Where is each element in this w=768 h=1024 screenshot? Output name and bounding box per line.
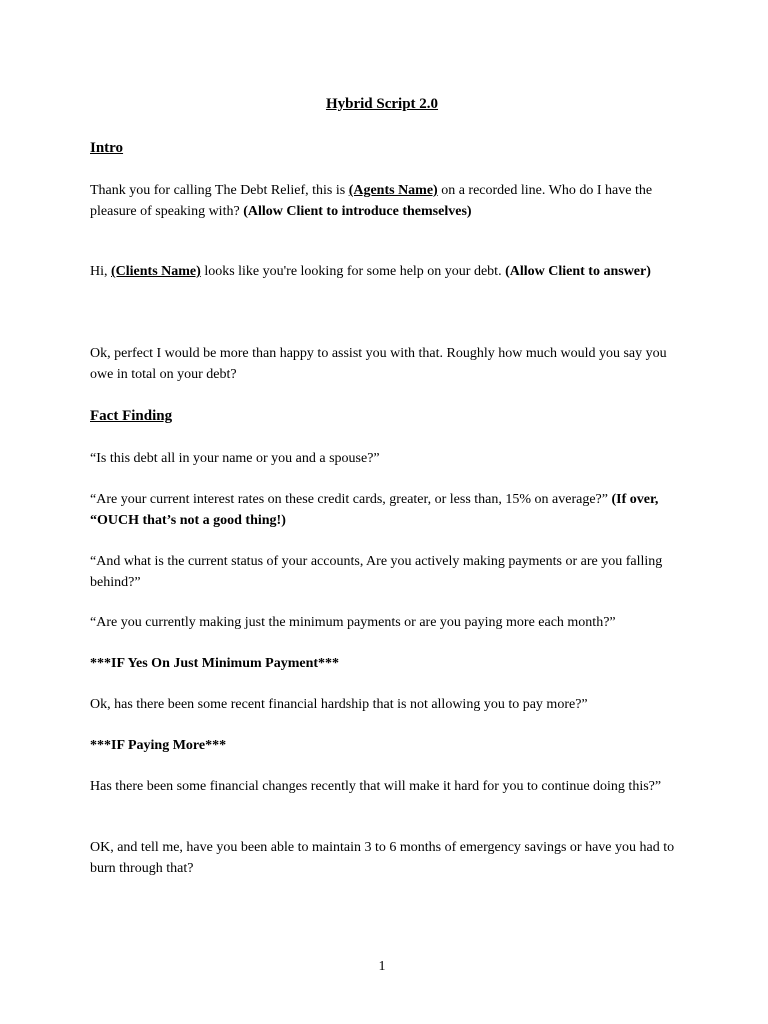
branch-marker-minimum-payment: ***IF Yes On Just Minimum Payment*** [90, 656, 340, 671]
question-account-status: “And what is the current status of your accounts, Are you actively making payments or are you falling behind?” [90, 554, 663, 590]
section-heading-intro: Intro [90, 140, 124, 156]
minimum-payment-response: Ok, has there been some recent financial hardship that is not allowing you to pay more?” [90, 697, 588, 712]
intro-paragraph-client [90, 261, 686, 282]
agent-name-placeholder: (Agents Name) [348, 183, 438, 198]
question-interest-rates [90, 489, 686, 531]
instruction-note: (Allow Client to answer) [505, 264, 651, 279]
question-minimum-payments: “Are you currently making just the minimum payments or are you paying more each month?” [90, 615, 616, 630]
section-heading-fact-finding: Fact Finding [90, 408, 173, 424]
question-spouse: “Is this debt all in your name or you and a spouse?” [90, 451, 380, 466]
document-page [90, 0, 690, 1024]
branch-marker-paying-more: ***IF Paying More*** [90, 738, 227, 753]
intro-paragraph-debt-amount: Ok, perfect I would be more than happy to assist you with that. Roughly how much would you say you owe in total on your debt? [90, 346, 667, 382]
greeting-text-continued: on a recorded line. Who do I have the pleasure of speaking with? [90, 183, 653, 219]
client-greeting-text: Hi, [90, 264, 111, 279]
question-emergency-savings: OK, and tell me, have you been able to maintain 3 to 6 months of emergency savings or have you had to burn through that? [90, 840, 675, 876]
instruction-note: (If over, “OUCH that’s not a good thing!) [90, 492, 659, 528]
instruction-note: (Allow Client to introduce themselves) [243, 204, 472, 219]
document-title: Hybrid Script 2.0 [325, 96, 439, 112]
page-number: 1 [378, 959, 386, 974]
paying-more-response: Has there been some financial changes recently that will make it hard for you to continue doing this?” [90, 779, 662, 794]
client-name-placeholder: (Clients Name) [111, 264, 201, 279]
interest-rate-question-text: “Are your current interest rates on these credit cards, greater, or less than, 15% on average?” [90, 492, 612, 507]
client-greeting-text-continued: looks like you're looking for some help on your debt. [200, 264, 506, 279]
greeting-text: Thank you for calling The Debt Relief, this is [90, 183, 349, 198]
intro-paragraph-greeting [90, 180, 686, 222]
